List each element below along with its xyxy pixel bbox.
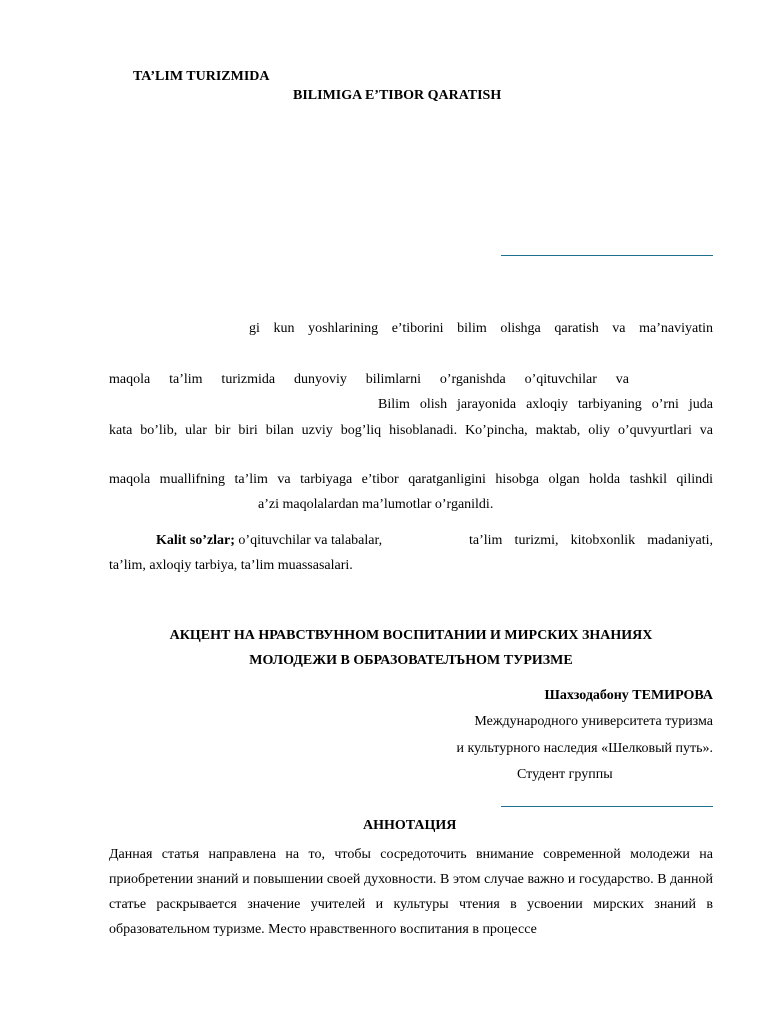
annotation-heading: АННОТАЦИЯ [363,818,457,833]
uz-abstract-line-2: maqola ta’lim turizmida dunyoviy bilimlarni o’rganishda o’qituvchilar va [109,372,629,387]
ru-underline-rule [501,806,713,807]
uz-abstract-line-3: Bilim olish jarayonida axloqiy tarbiyaning o’rni juda [378,397,713,412]
uz-title-line2: BILIMIGA E’TIBOR QARATISH [293,88,502,103]
uz-abstract-line-6: a’zi maqolalardan ma’lumotlar o’rganildi. [258,497,494,512]
annotation-body: Данная статья направлена на то, чтобы сосредоточить внимание современной молодежи на приобретении знаний и повышении своей духовности. В этом случае важно и государство. В данной статье раскрывается значение учителей и культуры чтения в усвоении мирских знаний в образовательном туризме. Место нравственного воспитания в процессе [109,847,713,937]
author-group: Студент группы [517,767,613,782]
keywords-label: Kalit so’zlar; [156,533,235,548]
uz-underline-rule [501,255,713,256]
ru-title-line1: АКЦЕНТ НА НРАВСТВУННОМ ВОСПИТАНИИ И МИРСКИХ ЗНАНИЯХ [169,628,653,643]
uz-abstract-line-4: kata bo’lib, ular bir biri bilan uzviy bog’liq hisoblanadi. Ko’pincha, maktab, oliy o’quvyurtlari va [109,423,713,438]
uz-abstract-line-5: maqola muallifning ta’lim va tarbiyaga e’tibor qaratganligini hisobga olgan holda tashkil qilindi [109,472,713,487]
uz-title-line1: TA’LIM TURIZMIDA [133,69,270,84]
author-name: Шахзодабону ТЕМИРОВА [544,688,713,703]
keywords-line-1 [156,533,382,549]
author-affiliation-line2: и культурного наследия «Шелковый путь». [456,741,713,756]
keywords-line-2: ta’lim, axloqiy tarbiya, ta’lim muassasalari. [109,558,353,573]
uz-abstract-line-1: gi kun yoshlarining e’tiborini bilim olishga qaratish va ma’naviyatin [249,321,713,336]
keywords-part-a: o’qituvchilar va talabalar, [238,533,383,548]
keywords-part-b: ta’lim turizmi, kitobxonlik madaniyati, [469,533,713,548]
author-affiliation-line1: Международного университета туризма [474,714,713,729]
ru-title-line2: МОЛОДЕЖИ В ОБРАЗОВАТЕЛЪНОМ ТУРИЗМЕ [249,653,573,668]
